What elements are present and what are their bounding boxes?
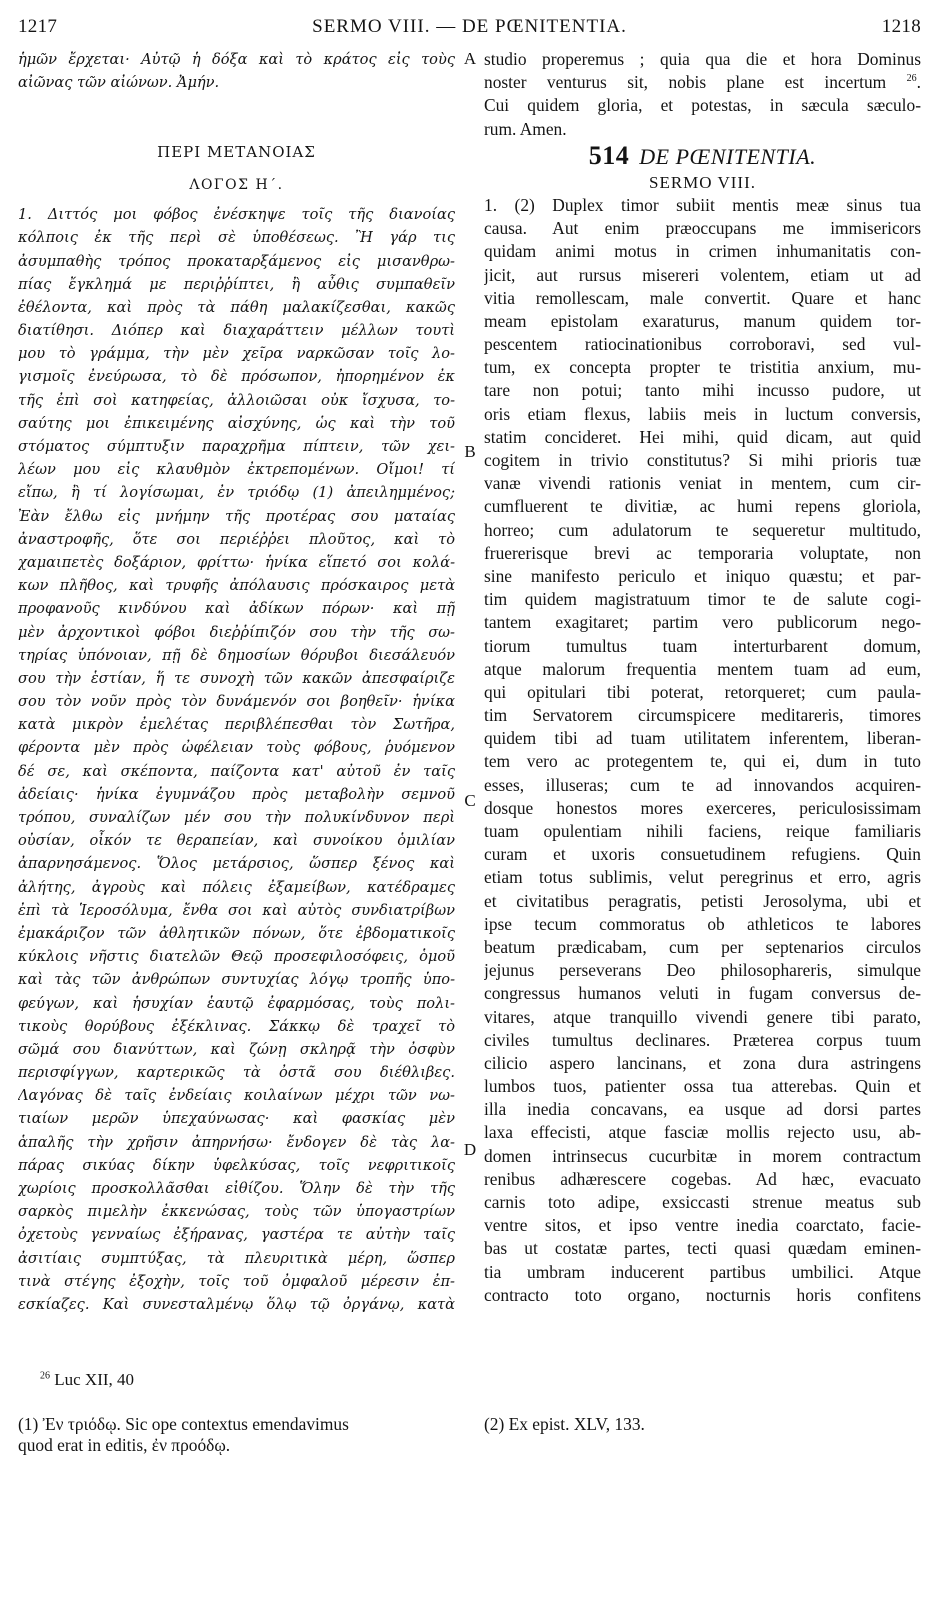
greek-text-line: τινὰ στέγης ἐξοχὴν, τοῖς τοῦ ὀμφαλοῦ μέρεσιν ἐπ- (18, 1272, 455, 1290)
footnote-26-number: 26 (40, 1370, 50, 1382)
latin-intro-text: noster venturus sit, nobis plane est incertum (484, 72, 887, 93)
latin-text-line: tia umbram inducerent partibus umbilici. Atque (484, 1261, 921, 1282)
latin-text-line: tim Servatorem circumspicere meditareris, timores (484, 705, 921, 726)
latin-text-line: statim concideret. Hei mihi, quid dicam, aut quid (484, 426, 921, 447)
margin-marker-a: A (463, 49, 477, 68)
greek-text-line: εσκίαζες. Καὶ συνεσταλμένῳ ὅλῳ τῷ ὀργάνῳ, κατὰ (18, 1295, 455, 1313)
footnote-ref-26: 26 (906, 73, 917, 85)
greek-text-line: μὲν ἀρχοντικοὶ φόβοι διεῤῥίπιζόν σου τὴν τῆς σω- (18, 623, 455, 641)
footnote-26 (40, 1370, 134, 1390)
latin-column (484, 48, 921, 1307)
latin-text-line: curam et uxoris consuetudinem refugiens. Quin (484, 844, 921, 865)
greek-text-line: γισμοῖς ἐνεύρωσα, τὸ δὲ πρόσωπον, ἠπορημένον ἐκ (18, 368, 455, 386)
page-number-right: 1218 (881, 16, 921, 37)
greek-text-line: πάρας σικύας δίκην ὑφελκύσας, τοῖς νεφριτικοῖς (18, 1156, 455, 1174)
margin-marker-d: D (463, 1140, 477, 1159)
greek-text-line: καὶ τὰς τῶν ἀνθρώπων συντυχίας λόγῳ τροπῆς ὑπο- (18, 971, 455, 989)
greek-text-line: δέ σε, καὶ σκέποντα, παίζοντα κατ' αὐτοῦ ἐν ταῖς (18, 762, 455, 780)
latin-text-line: civiles tumultus declinares. Præterea corpus tuum (484, 1029, 921, 1050)
greek-text-line: φέροντα μὲν πρὸς ὠφέλειαν τοὺς φόβους, ῥυόμενον (18, 739, 455, 757)
greek-text-line: ἀσυμπαθὴς τρόπος προκαταρξάμενος εἰς μισανθρω- (18, 252, 455, 270)
latin-text-line: jicit, aut rursus misereri volentem, etiam ut ad (484, 264, 921, 285)
greek-text-line: διατίθησι. Διόπερ καὶ διαχαράττειν μέλλων τουτὶ (18, 322, 455, 340)
greek-text-line: ἀδείαις· ἡνίκα ἐγυμνάζου πρὸς μεταβολὴν σεμνοῦ (18, 785, 455, 803)
greek-text-line: σου τὴν ἑστίαν, ἥ τε συνοχὴ τῶν κακῶν ἀπεσφαίριζε (18, 669, 455, 687)
latin-text-line: fruererisque brevi ac temporaria voluptate, non (484, 542, 921, 563)
greek-text-line: τῆς ἐπὶ σοὶ κατηφείας, ἀλλοιῶσαι οὐκ ἴσχυσα, το- (18, 391, 455, 409)
greek-text-line: Ἐὰν ἔλθω εἰς μνήμην τῆς προτέρας σου ματαίας (18, 507, 455, 525)
latin-intro-line: Cui quidem gloria, et potestas, in sæcula sæculo- (484, 95, 921, 116)
latin-text-line: ventre sitos, et ipso ventre inedia coarctato, facie- (484, 1215, 921, 1236)
greek-text-line: ἀλήτης, ἀγροὺς καὶ πόλεις ἐξαμείβων, κατέδραμες (18, 878, 455, 896)
greek-text-line: ἀσιτίαις συμπτύξας, τὰ πλευριτικὰ μέρη, ὥσπερ (18, 1249, 455, 1267)
latin-text-line: tem vero ac protegentem te, qui ei, dum in tuto (484, 751, 921, 772)
greek-text-line: περισφίγγων, καρτερικῶς τὰ ὀστᾶ σου διέθλιβες. (18, 1064, 455, 1082)
running-header (18, 10, 921, 40)
greek-text-line: σαύτης μοι ἐπικειμένης αἰσχύνης, ὡς καὶ τὴν τοῦ (18, 414, 455, 432)
greek-text-line: σῶμά σου διανύττων, καὶ ζώνῃ σκληρᾷ τὴν ὀσφὺν (18, 1040, 455, 1058)
footnote-left-line: (1) Ἐν τριόδῳ. Sic ope contextus emendavimus (18, 1414, 349, 1434)
greek-text-line: προφανοῦς κινδύνου καὶ ἀδίκων πόρων· καὶ πῇ (18, 600, 455, 618)
greek-text-line: φεύγων, καὶ ἡσυχίαν ἑαυτῷ ἐφαρμόσας, τοὺς πολι- (18, 994, 455, 1012)
latin-text-line: tum, ex concepta propter te tristitia anxium, mu- (484, 357, 921, 378)
latin-section-heading (484, 141, 921, 171)
greek-text-line: οὐσίαν, οἶκόν τε θεραπείαν, καὶ συνοίκου ὁμιλίαν (18, 832, 455, 850)
greek-column (18, 48, 455, 1316)
greek-text-line: τηρίας ὑπόνοιαν, πῇ δὲ δημοσίων θόρυβοι διεσάλευόν (18, 646, 455, 664)
greek-title: ΠΕΡΙ ΜΕΤΑΝΟΙΑΣ (157, 142, 316, 161)
latin-text-line: tare non potui; tanto mihi incusso pudore, ut (484, 380, 921, 401)
latin-text-line: tiorum tumultus tuam interturbarent domum, (484, 635, 921, 656)
greek-text-line: ὀχετοὺς γενναίως ἐξήρανας, γαστέρα τε αὐτὴν ταῖς (18, 1226, 455, 1244)
latin-text-line: illa inedia concavans, ea usque ad dorsi partes (484, 1099, 921, 1120)
latin-text-line: bas ut costatæ partes, tecti quasi quædam eminen- (484, 1238, 921, 1259)
running-title: SERMO VIII. — DE PŒNITENTIA. (312, 16, 627, 37)
greek-text-line: πίας ἔγκλημά με περιῤῥίπτει, ἢ αὖθις συμπαθεῖν (18, 275, 455, 293)
greek-text-line: ἀναστροφῆς, ὅτε σοι περιέῤῥει πλοῦτος, καὶ τὸ (18, 530, 455, 548)
latin-text-line: vitia remollescam, male convertit. Quare et hanc (484, 287, 921, 308)
greek-text-line: κύκλοις νῆστις διατελῶν Θεῷ προσεφιλοσόφεις, ὁμοῦ (18, 948, 455, 966)
footnote-left-line: quod erat in editis, ἐν προόδῳ. (18, 1435, 231, 1455)
latin-text-line: vanæ vivendi rationis veniat in mentem, cum cir- (484, 473, 921, 494)
greek-text-line: τικοὺς θορύβους ἐξέκλινας. Σάκκῳ δὲ τραχεῖ τὸ (18, 1017, 455, 1035)
greek-text-line: σαρκὸς πιμελὴν ἐκκενώσας, τοὺς τῶν ὑπογαστρίων (18, 1203, 455, 1221)
greek-text-line: κων πλῆθος, καὶ τρυφῆς ἀπόλαυσις πρόσκαιρος μετὰ (18, 577, 455, 595)
greek-text-line: εἴπω, ἢ τί λογίσωμαι, ἐν τριόδῳ (1) ἀπειλημμένος; (18, 484, 455, 502)
latin-text-line: oris etiam flexus, labiis meis in luctum conversis, (484, 403, 921, 424)
latin-text-line: carnis toto adipe, exsiccasti strenue meatus sub (484, 1192, 921, 1212)
greek-text-line: χωρίοις προσκολλᾶσθαι εἰθίζου. Ὅλην δὲ τὴν τῆς (18, 1180, 455, 1197)
latin-text-line: horreo; cum adulatorum te sequeretur multitudo, (484, 519, 921, 540)
latin-intro-line: rum. Amen. (484, 118, 567, 139)
latin-text-line: pescentem ratiocinationibus corroboravi, sed vul- (484, 334, 921, 355)
latin-text-line: dosque honestos mores exerceres, periculosissimam (484, 797, 921, 818)
greek-text-line: ἀπαρνησάμενος. Ὅλος μετάρσιος, ὥσπερ ξένος καὶ (18, 855, 455, 873)
footnote-26-text: Luc XII, 40 (54, 1370, 135, 1389)
section-number: 514 (588, 140, 630, 170)
latin-text-line: tantem exagitaret; partim vero publicorum nego- (484, 612, 921, 633)
latin-text-line: laxa effecisti, atque fasciæ mollis rejecto usu, ab- (484, 1122, 921, 1143)
latin-text-line: ipse tecum commoratus ob athleticos te labores (484, 913, 921, 934)
greek-text-line: μου τὸ γράμμα, τὴν μὲν χεῖρα ναρκῶσαν τοῖς λο- (18, 345, 455, 363)
greek-text-line: ἐπὶ τὰ Ἱεροσόλυμα, ἔνθα σοι καὶ αὐτὸς συνδιατρίβων (18, 901, 455, 919)
latin-text-line: causa. Aut enim præoccupans me immisericors (484, 218, 921, 239)
latin-text-line: atque malorum frequentia mentem tuam ad eum, (484, 658, 921, 679)
page-number-left: 1217 (18, 16, 58, 37)
latin-intro-line-with-ref: noster venturus sit, nobis plane est incertum $^{26}$. (484, 72, 921, 93)
greek-subtitle: ΛΟΓΟΣ Η΄. (189, 176, 284, 193)
greek-text-line: Λαγόνας δὲ ταῖς ἐνδείαις κοιλαίνων μέχρι τῶν νω- (18, 1087, 455, 1105)
footnote-left (18, 1414, 458, 1456)
latin-text-line: lumbos tuos, patienter ossa tua atterebas. Quin et (484, 1076, 921, 1097)
footnote-right: (2) Ex epist. XLV, 133. (484, 1414, 645, 1434)
latin-body (484, 194, 921, 1307)
latin-text-line: 1. (2) Duplex timor subiit mentis meæ sinus tua (484, 194, 921, 215)
greek-text-line: ἐθέλοντα, καὶ πρὸς τὰ πάθη μαλακίζεσθαι, κακῶς (18, 298, 455, 316)
latin-text-line: tim quidem magistratuum timor te de salute cogi- (484, 589, 921, 610)
greek-text-line: ἁπαλῆς τὴν χρῆσιν ἀπηρνήσω· ἔνδογεν δὲ τὰς λα- (18, 1133, 455, 1151)
greek-intro-line: αἰῶνας τῶν αἰώνων. Ἀμήν. (18, 74, 220, 92)
latin-text-line: esses, illuseras; cum te ad innovandos acquiren- (484, 774, 921, 795)
latin-text-line: beatum prædicabam, cum per septenarios circulos (484, 936, 921, 957)
latin-text-line: meam epistolam exaraturus, manum quidem tor- (484, 310, 921, 331)
latin-text-line: contracto toto organo, nocturnis horis confitens (484, 1284, 921, 1305)
greek-text-line: κατὰ μικρὸν ἐμελέτας περιβλέπεσθαι τὸν Σωτῆρα, (18, 716, 455, 734)
greek-text-line: 1. Διττός μοι φόβος ἐνέσκηψε τοῖς τῆς διανοίας (18, 206, 455, 224)
latin-text-line: quidam animi motus in crimen inhumanitatis con- (484, 241, 921, 262)
latin-text-line: cumfluerent te divitiæ, ac humi repens gloriola, (484, 496, 921, 517)
margin-marker-c: C (464, 791, 476, 810)
latin-text-line: cilicio aspero lancinans, et zona dura astringens (484, 1052, 921, 1073)
greek-text-line: κόλποις ἐκ τῆς περὶ σὲ ὑποθέσεως. Ἢ γάρ τις (18, 229, 455, 247)
latin-text-line: et civitatibus peragratis, petisti Jerosolyma, ubi et (484, 890, 921, 911)
greek-text-line: ἐμακάριζον τῶν ἀθλητικῶν πόνων, ὅτε ἑβδοματικοῖς (18, 924, 455, 942)
latin-text-line: sine manifesto periculo et iniquo quæstu; et par- (484, 565, 921, 586)
greek-text-line: λέων μου εἰς κλαυθμὸν ἐκτρεπομένων. Οἴμοι! τί (18, 461, 455, 479)
latin-text-line: quidem tibi ad tuam utilitatem inferentem, liberan- (484, 728, 921, 749)
latin-text-line: qui opitulari tibi poterat, retorqueret; cum paula- (484, 681, 921, 702)
latin-text-line: domen intrinsecus cucurbitæ in morem contractum (484, 1145, 921, 1166)
greek-text-line: τιαίων μερῶν ὑπεχαύνωσας· καὶ φασκίας μὲν (18, 1110, 455, 1128)
section-title: DE PŒNITENTIA. (639, 143, 817, 169)
latin-text-line: tuam opulentiam nihili faciens, reique familiaris (484, 821, 921, 841)
margin-marker-b: B (464, 442, 476, 461)
latin-text-line: cogitem in trivio constitutus? Si mihi prioris tuæ (484, 450, 921, 470)
latin-intro-line: studio properemus ; quia qua die et hora Dominus (484, 49, 921, 69)
greek-text-line: τρόπου, συναλίζων μέν σου τὴν πολυκίνδυνον περὶ (18, 809, 455, 826)
latin-sermo-label: SERMO VIII. (648, 172, 757, 192)
latin-text-line: jejunus perseverans Deo philosophareris, simulque (484, 960, 921, 981)
greek-intro-line: ἡμῶν ἔρχεται· Αὐτῷ ἡ δόξα καὶ τὸ κράτος εἰς τοὺς (18, 51, 455, 68)
greek-text-line: στόματος σύμπτυξιν παραχρῆμα πίπτειν, τῶν χει- (18, 438, 455, 455)
greek-text-line: χαμαιπετὲς δοξάριον, φρίττω· ἡνίκα εἵπετό σοι κολά- (18, 553, 455, 571)
latin-text-line: renibus adhærescere cogebas. Ad hæc, evacuato (484, 1168, 921, 1189)
greek-text-line: σου τὸν νοῦν πρὸς τὸν δυνάμενόν σοι βοηθεῖν· ἡνίκα (18, 693, 455, 711)
greek-body (18, 203, 455, 1316)
latin-text-line: etiam totus sublimis, velut peregrinus et erro, agris (484, 867, 921, 888)
latin-text-line: congressus humanos veluti in fugam conversus de- (484, 983, 921, 1004)
latin-text-line: vitares, atque tranquillo vivendi genere tibi parato, (484, 1006, 921, 1027)
